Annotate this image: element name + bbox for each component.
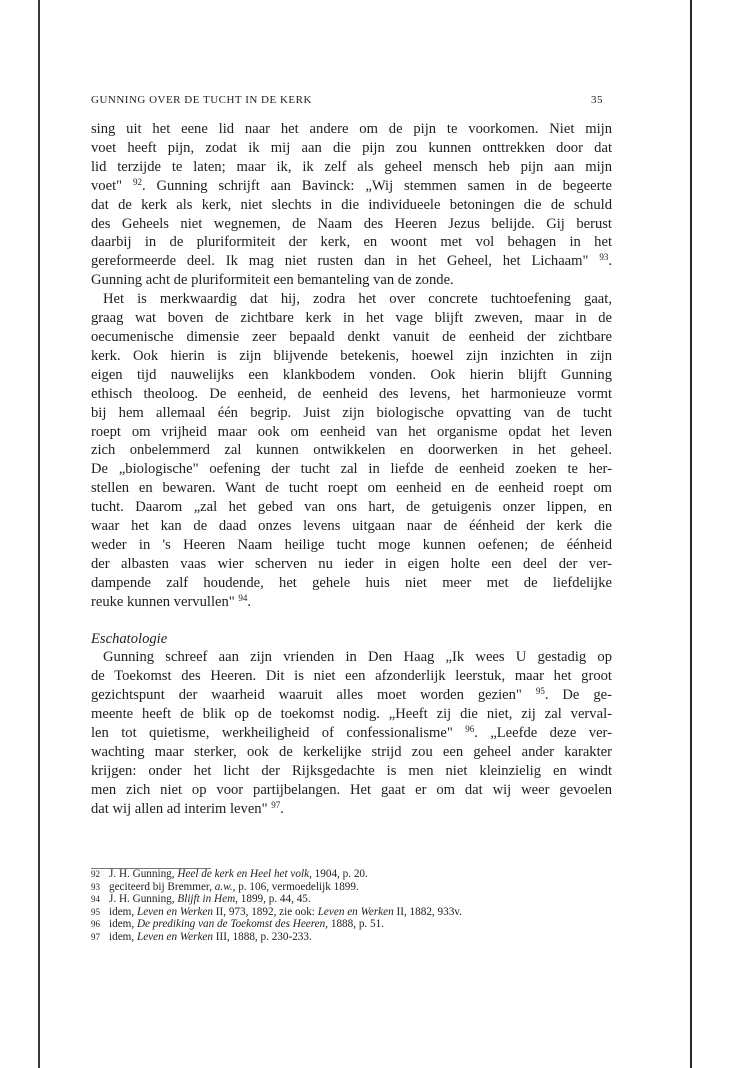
text-line: krijgen: onder het licht der Rijksgedachte is men niet kleinzielig en windt bbox=[91, 762, 612, 779]
text-line: tucht. Daarom „zal het gebed van ons hart, de getuigenis onzer lippen, en bbox=[91, 499, 612, 516]
footnote-number: 92 bbox=[91, 869, 100, 879]
page-number: 35 bbox=[591, 94, 603, 106]
text-line: kerk. Ook hierin is zijn blijvende betekenis, hoewel zijn inzichten in zijn bbox=[91, 347, 612, 364]
text-line: dat de kerk als kerk, niet slechts in die individueele betoningen die de schuld bbox=[91, 196, 612, 213]
footnote: 94 J. H. Gunning, Blijft in Hem, 1899, p. 44, 45. bbox=[91, 893, 311, 906]
text-line: Gunning acht de pluriformiteit een bemanteling van de zonde. bbox=[91, 272, 454, 289]
section-heading: Eschatologie bbox=[91, 630, 168, 647]
text-line: dat wij allen ad interim leven" $^{97}$. bbox=[91, 799, 284, 817]
text-line: zich onbelemmerd zal kunnen ontwikkelen en doorwerken in het geheel. bbox=[91, 442, 612, 459]
text-line: Het is merkwaardig dat hij, zodra het over concrete tuchtoefening gaat, bbox=[103, 291, 612, 308]
text-line: roept om vrijheid maar ook om eenheid van het organisme opdat het leven bbox=[91, 423, 612, 440]
text-line: eigen tijd nauwelijks een klankbodem vonden. Ook hierin blijft Gunning bbox=[91, 366, 612, 383]
running-header bbox=[91, 94, 603, 106]
footnote-number: 97 bbox=[91, 931, 100, 942]
text-line: weder in 's Heeren Naam heilige tucht moge kunnen oefenen; de éénheid bbox=[91, 536, 612, 553]
text-line: dampende zalf houdende, het gehele huis niet meer met de liefdelijke bbox=[91, 574, 612, 591]
text-line: de Toekomst des Heeren. Dit is niet een afzonderlijk leerstuk, maar het groot bbox=[91, 668, 612, 685]
text-line: len tot quietisme, werkheiligheid of confessionalisme" $^{96}$. „Leefde deze ver- bbox=[91, 724, 612, 742]
text-line: Gunning schreef aan zijn vrienden in Den Haag „Ik wees U gestadig op bbox=[103, 649, 612, 666]
text-line: voet heeft pijn, zodat ik mij aan die pijn zou kunnen onttrekken door dat bbox=[91, 139, 612, 156]
text-line: sing uit het eene lid naar het andere om de pijn te voorkomen. Niet mijn bbox=[91, 121, 612, 137]
page-edge-left bbox=[38, 0, 40, 1068]
footnote-ref: 96 bbox=[465, 724, 475, 735]
footnote-ref: 92 bbox=[132, 176, 142, 187]
text-line: der albasten vaas wier scherven nu ieder in eigen holte een deel der ver- bbox=[91, 555, 612, 572]
text-line: gereformeerde deel. Ik mag niet rusten dan in het Geheel, het Lichaam" $^{93}$. bbox=[91, 252, 612, 270]
footnote-number: 93 bbox=[91, 881, 100, 892]
text-line: graag wat boven de zichtbare kerk in het vage blijft zweven, maar in de bbox=[91, 310, 612, 327]
text-line: De „biologische" oefening der tucht zal in liefde de eenheid zoeken te her- bbox=[91, 461, 612, 478]
footnote: 97 idem, Leven en Werken III, 1888, p. 230-233. bbox=[91, 930, 312, 943]
footnote: 92 J. H. Gunning, Heel de kerk en Heel het volk, 1904, p. 20. bbox=[91, 868, 368, 880]
footnote: 93 geciteerd bij Bremmer, a.w., p. 106, vermoedelijk 1899. bbox=[91, 880, 359, 893]
footnote-number: 96 bbox=[91, 919, 100, 930]
footnote-number: 95 bbox=[91, 906, 100, 917]
body-text bbox=[91, 120, 612, 819]
header-title: GUNNING OVER DE TUCHT IN DE KERK bbox=[91, 94, 312, 106]
text-line: voet" $^{92}$. Gunning schrijft aan Bavinck: „Wij stemmen samen in de begeerte bbox=[91, 176, 613, 194]
text-line: reuke kunnen vervullen" $^{94}$. bbox=[91, 592, 252, 610]
text-line: gezichtspunt der waarheid waaruit alles moet worden gezien" $^{95}$. De ge- bbox=[91, 686, 612, 704]
text-line: wachting maar sterker, ook de kerkelijke strijd zou een geheel ander karakter bbox=[91, 744, 612, 760]
text-line: oecumenische dimensie zeer bepaald denkt vanuit de eenheid der zichtbare bbox=[91, 328, 612, 345]
footnote-ref: 97 bbox=[271, 799, 281, 810]
text-line: stellen en bewaren. Want de tucht roept om eenheid en de eenheid roept om bbox=[91, 480, 612, 497]
footnote: 96 idem, De prediking van de Toekomst des Heeren, 1888, p. 51. bbox=[91, 918, 384, 931]
footnotes bbox=[91, 868, 691, 944]
text-line: waar het kan de daad onzes levens uitgaan naar de éénheid der kerk die bbox=[91, 518, 612, 535]
text-line: lid terzijde te laten; maar ik, ik zelf als geheel mensch heb pijn aan mijn bbox=[91, 158, 612, 175]
footnote: 95 idem, Leven en Werken II, 973, 1892, zie ook: Leven en Werken II, 1882, 933v. bbox=[91, 905, 462, 918]
footnote-ref: 93 bbox=[599, 252, 609, 263]
footnote-ref: 94 bbox=[238, 592, 248, 603]
text-line: daarbij in de pluriformiteit der kerk, en woont met vol behagen in het bbox=[91, 234, 612, 251]
text-line: des Geheels niet wegnemen, de Naam des Heeren Jezus belijde. Gij berust bbox=[91, 215, 612, 232]
text-line: ethisch theoloog. De eenheid, de eenheid des levens, het harmonieuze vormt bbox=[91, 385, 612, 402]
text-line: meente heeft de blik op de toekomst nodig. „Heeft zij die niet, zij zal verval- bbox=[91, 706, 612, 723]
text-line: men zich niet op voor partijbelangen. Het gaat er om dat wij weer gevoelen bbox=[91, 781, 612, 798]
footnote-number: 94 bbox=[91, 894, 100, 905]
footnote-ref: 95 bbox=[535, 686, 545, 697]
text-line: bij hem allemaal één begrip. Juist zijn biologische opvatting van de tucht bbox=[91, 404, 612, 421]
